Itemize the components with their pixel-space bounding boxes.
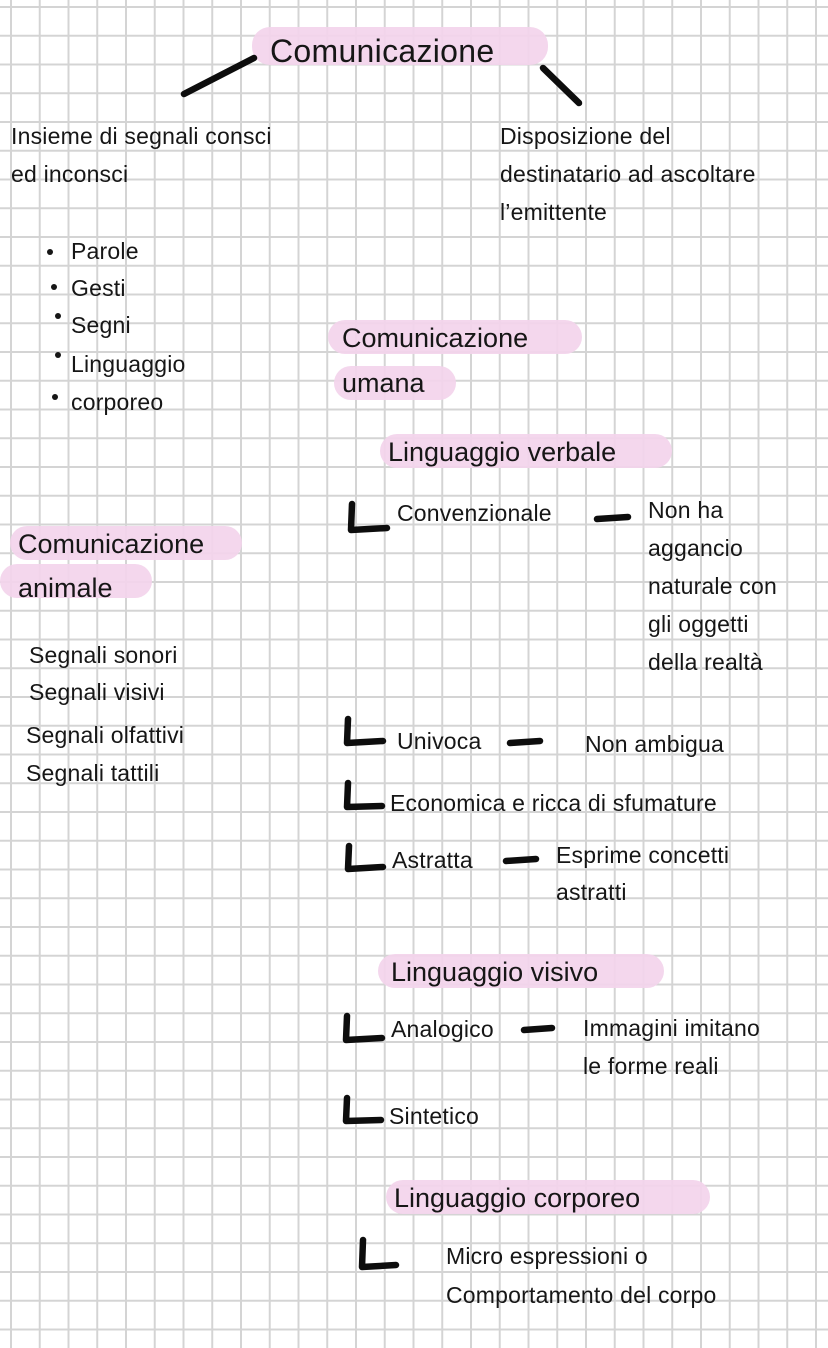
l-bracket-corporeo — [362, 1240, 396, 1267]
bullet-dot-icon — [47, 249, 53, 255]
animal-signal: Segnali olfattivi — [26, 722, 185, 748]
root-right-connector — [543, 68, 579, 103]
verbal-note-astratta-1: Esprime concetti — [556, 842, 730, 868]
l-bracket-sintetico — [346, 1098, 381, 1121]
verbal-note-convenzionale-3: naturale con — [648, 573, 777, 599]
bullet-item: Gesti — [71, 275, 126, 301]
dash-univoca — [510, 741, 540, 743]
verbal-note-astratta-2: astratti — [556, 879, 627, 905]
verbal-note-convenzionale-2: aggancio — [648, 535, 743, 561]
l-bracket-economica — [347, 783, 382, 807]
animal-signal: Segnali visivi — [29, 679, 165, 705]
bullet-dot-icon — [51, 284, 57, 290]
verbal-note-convenzionale-4: gli oggetti — [648, 611, 749, 637]
left-definition-line-1: Insieme di segnali consci — [11, 123, 272, 149]
verbal-note-convenzionale-1: Non ha — [648, 497, 724, 523]
verbal-item-astratta: Astratta — [392, 847, 473, 873]
verbal-note-convenzionale-5: della realtà — [648, 649, 763, 675]
animal-signal: Segnali sonori — [29, 642, 178, 668]
visual-item-analogico: Analogico — [391, 1016, 494, 1042]
animal-heading-line-1: Comunicazione — [18, 529, 205, 559]
verbal-note-univoca: Non ambigua — [585, 731, 725, 757]
bullet-item: Parole — [71, 238, 139, 264]
body-note-1: Micro espressioni o — [446, 1243, 648, 1269]
left-definition-line-2: ed inconsci — [11, 161, 129, 187]
dash-astratta — [506, 859, 536, 861]
right-definition-line-1: Disposizione del — [500, 123, 671, 149]
visual-heading: Linguaggio visivo — [391, 957, 599, 987]
l-bracket-univoca — [347, 719, 383, 743]
l-bracket-convenzionale — [351, 504, 387, 530]
verbal-item-convenzionale: Convenzionale — [397, 500, 552, 526]
animal-signal: Segnali tattili — [26, 760, 160, 786]
visual-note-analogico-1: Immagini imitano — [583, 1015, 761, 1041]
right-definition-line-3: l’emittente — [500, 199, 608, 225]
bullet-dot-icon — [52, 394, 58, 400]
bullet-item: Segni — [71, 312, 131, 338]
verbal-heading: Linguaggio verbale — [388, 437, 617, 467]
animal-heading-line-2: animale — [18, 573, 113, 603]
root-title: Comunicazione — [270, 33, 495, 69]
bullet-item: Linguaggio — [71, 351, 186, 377]
root-left-connector — [184, 58, 254, 94]
body-note-2: Comportamento del corpo — [446, 1282, 717, 1308]
body-heading: Linguaggio corporeo — [394, 1183, 641, 1213]
verbal-item-univoca: Univoca — [397, 728, 482, 754]
right-definition-line-2: destinatario ad ascoltare — [500, 161, 756, 187]
dash-analogico — [524, 1028, 552, 1030]
visual-note-analogico-2: le forme reali — [583, 1053, 719, 1079]
human-heading-line-1: Comunicazione — [342, 323, 529, 353]
dash-convenzionale — [597, 517, 628, 519]
l-bracket-analogico — [346, 1016, 382, 1040]
verbal-item-economica: Economica e ricca di sfumature — [390, 790, 717, 816]
visual-item-sintetico: Sintetico — [389, 1103, 480, 1129]
bullet-dot-icon — [55, 313, 61, 319]
human-heading-line-2: umana — [342, 368, 425, 398]
bullet-dot-icon — [55, 352, 61, 358]
bullet-item: corporeo — [71, 389, 164, 415]
l-bracket-astratta — [348, 846, 383, 869]
